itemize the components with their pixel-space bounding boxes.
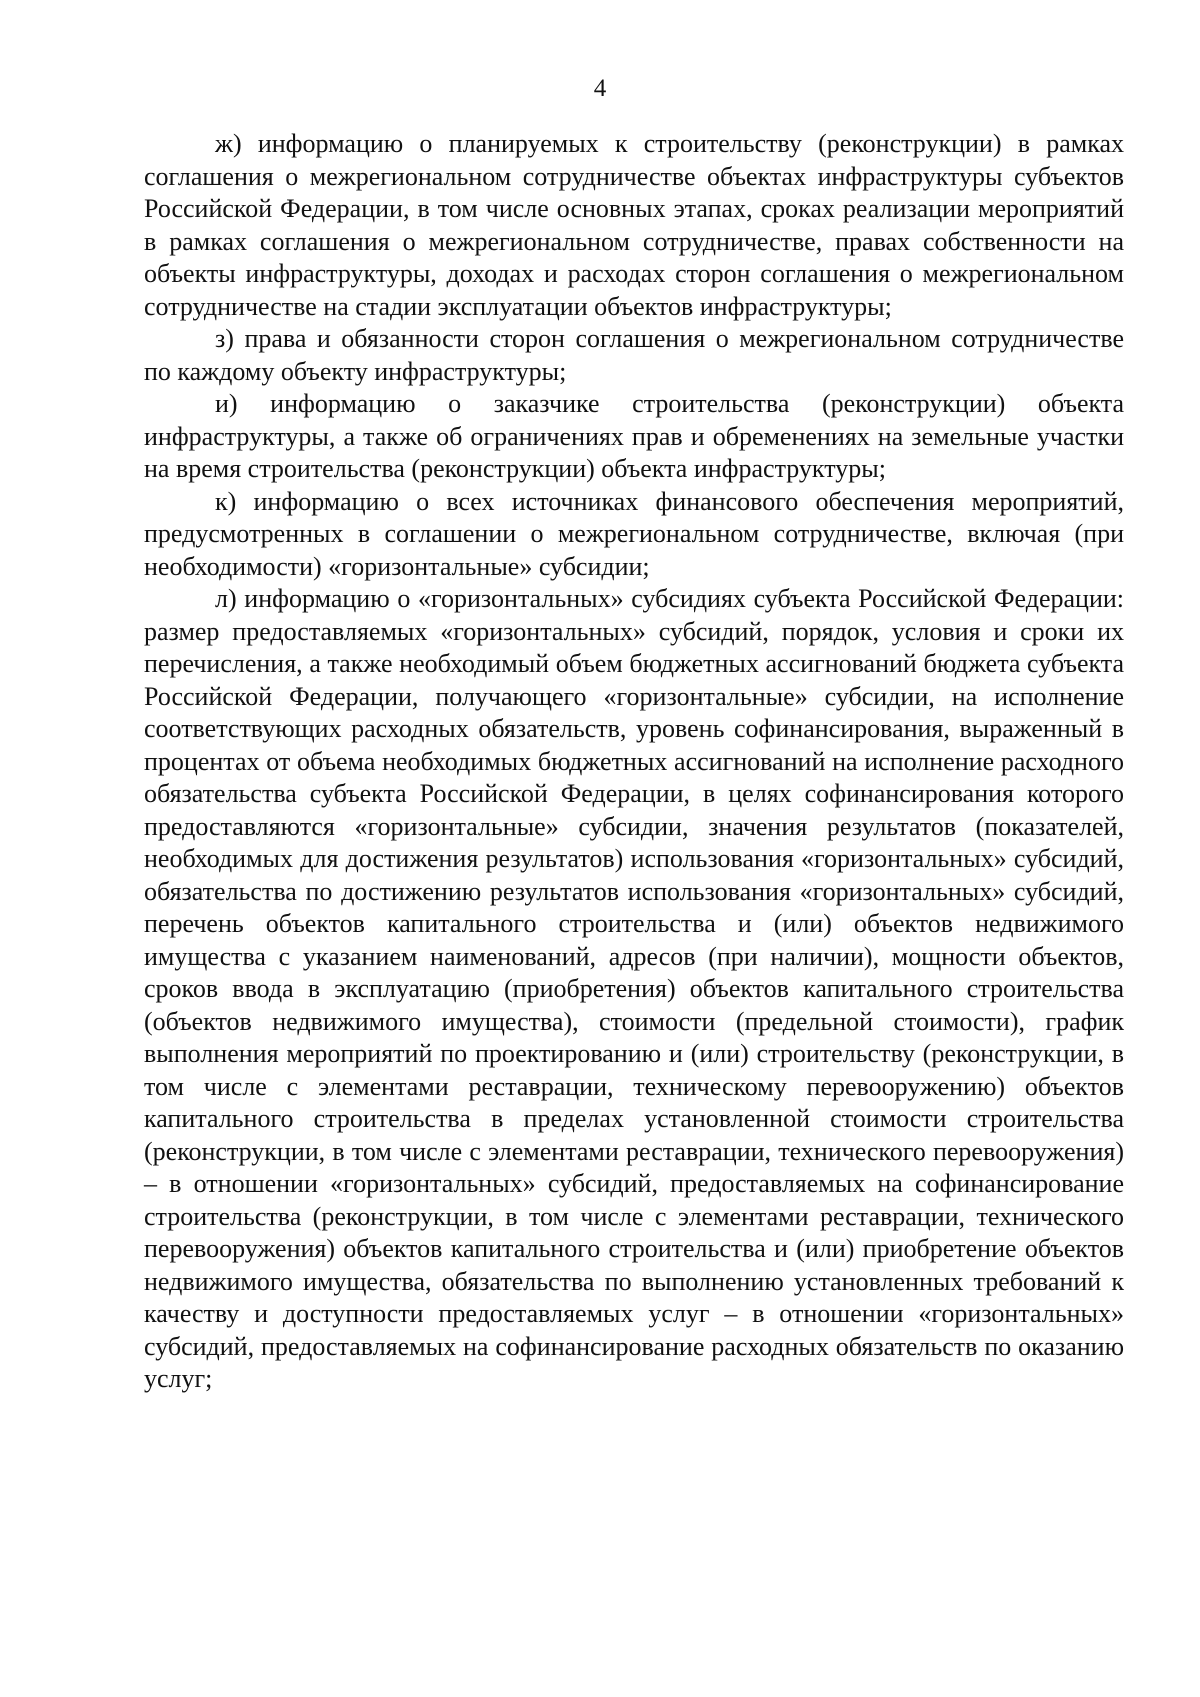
page-number: 4 (593, 75, 607, 102)
document-body (144, 128, 1124, 1396)
paragraph-z: з) права и обязанности сторон соглашения о межрегиональном сотрудничестве по каждому объекту инфраструктуры; (144, 324, 1124, 386)
paragraph-l: л) информацию о «горизонтальных» субсидиях субъекта Российской Федерации: размер предоставляемых «горизонтальных» субсидий, порядок, условия и сроки их перечисления, а также необходимый объем бюджетных ассигнований бюджета субъекта Российской Федерации, получающего «горизонтальные» субсидии, на исполнение соответствующих расходных обязательств, уровень софинансирования, выраженный в процентах от объема необходимых бюджетных ассигнований на исполнение расходного обязательства субъекта Российской Федерации, в целях софинансирования которого предоставляются «горизонтальные» субсидии, значения результатов (показателей, необходимых для достижения результатов) использования «горизонтальных» субсидий, обязательства по достижению результатов использования «горизонтальных» субсидий, перечень объектов капитального строительства и (или) объектов недвижимого имущества с указанием наименований, адресов (при наличии), мощности объектов, сроков ввода в эксплуатацию (приобретения) объектов капитального строительства (объектов недвижимого имущества), стоимости (предельной стоимости), график выполнения мероприятий по проектированию и (или) строительству (реконструкции, в том числе с элементами реставрации, техническому перевооружению) объектов капитального строительства в пределах установленной стоимости строительства (реконструкции, в том числе с элементами реставрации, технического перевооружения) – в отношении «горизонтальных» субсидий, предоставляемых на софинансирование строительства (реконструкции, в том числе с элементами реставрации, технического перевооружения) объектов капитального строительства и (или) приобретение объектов недвижимого имущества, обязательства по выполнению установленных требований к качеству и доступности предоставляемых услуг – в отношении «горизонтальных» субсидий, предоставляемых на софинансирование расходных обязательств по оказанию услуг; (144, 584, 1124, 1393)
paragraph-zh: ж) информацию о планируемых к строительству (реконструкции) в рамках соглашения о межрегиональном сотрудничестве объектах инфраструктуры субъектов Российской Федерации, в том числе основных этапах, сроках реализации мероприятий в рамках соглашения о межрегиональном сотрудничестве, правах собственности на объекты инфраструктуры, доходах и расходах сторон соглашения о межрегиональном сотрудничестве на стадии эксплуатации объектов инфраструктуры; (144, 129, 1124, 321)
paragraph-k: к) информацию о всех источниках финансового обеспечения мероприятий, предусмотренных в соглашении о межрегиональном сотрудничестве, включая (при необходимости) «горизонтальные» субсидии; (144, 486, 1124, 581)
paragraph-i: и) информацию о заказчике строительства (реконструкции) объекта инфраструктуры, а также об ограничениях прав и обременениях на земельные участки на время строительства (реконструкции) объекта инфраструктуры; (144, 389, 1124, 483)
